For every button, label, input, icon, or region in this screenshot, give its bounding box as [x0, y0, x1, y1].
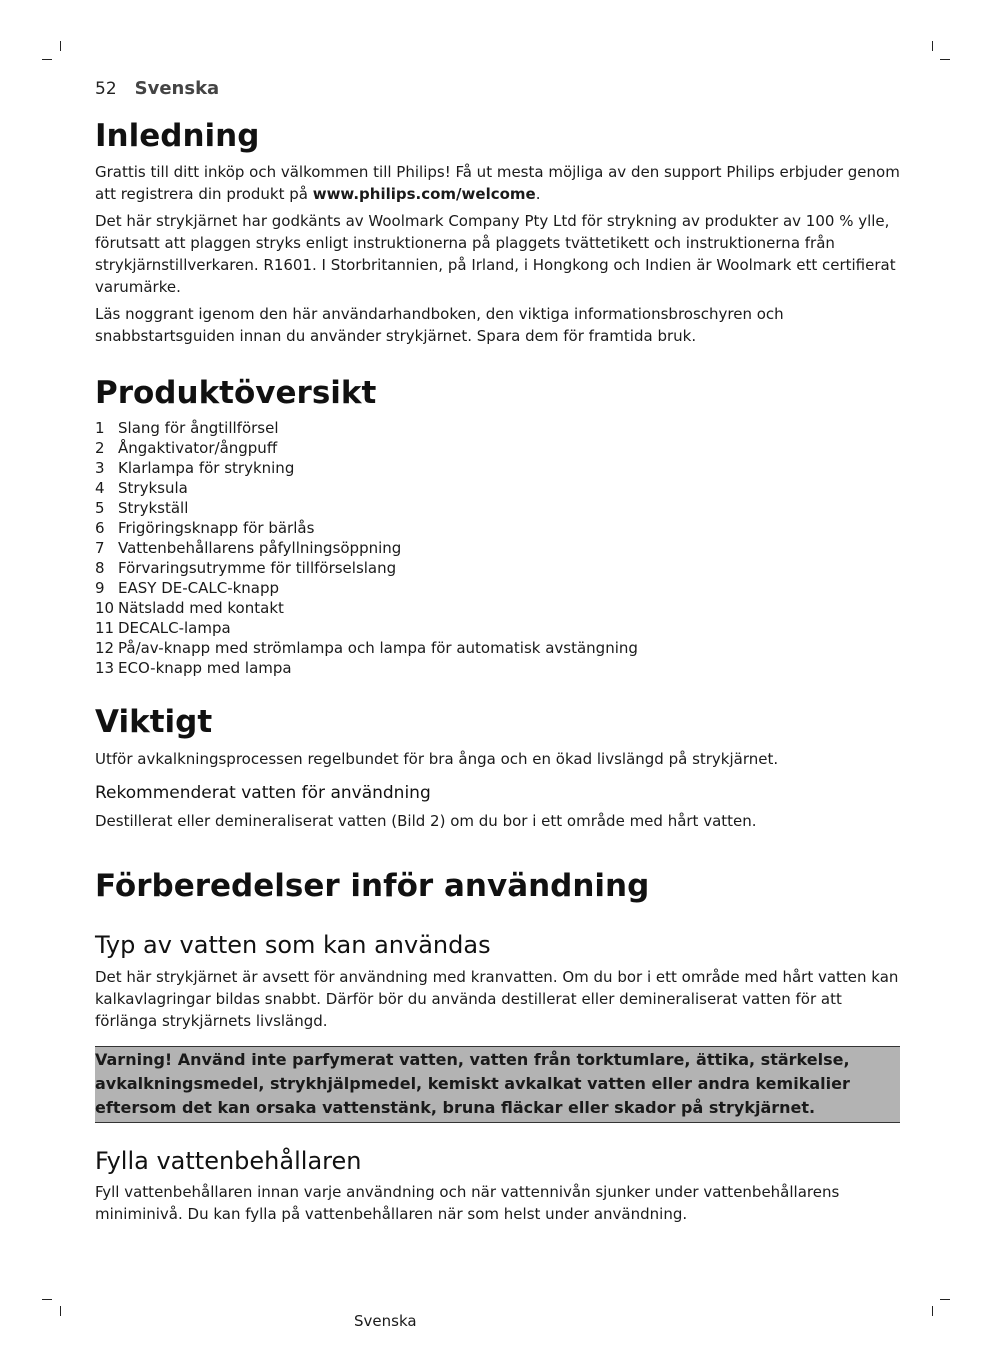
- list-item: [95, 538, 900, 558]
- important-title: Viktigt: [95, 704, 213, 741]
- parts-list: [95, 418, 900, 678]
- water-type-heading: Typ av vatten som kan användas: [95, 930, 491, 959]
- crop-mark-bottom-right-v: [932, 1306, 933, 1316]
- section-important: [95, 704, 900, 831]
- list-item: [95, 478, 900, 498]
- welcome-link[interactable]: www.philips.com/welcome: [312, 185, 536, 204]
- header-language: Svenska: [134, 78, 220, 99]
- crop-mark-top-right-v: [932, 41, 933, 51]
- page-content: [95, 118, 900, 1230]
- list-item-number: 10: [95, 599, 115, 618]
- list-item-label: Vattenbehållarens påfyllningsöppning: [118, 539, 402, 558]
- crop-mark-top-left-h: [42, 59, 52, 60]
- list-item-label: Frigöringsknapp för bärlås: [118, 519, 315, 538]
- list-item-number: 1: [95, 419, 105, 438]
- crop-mark-bottom-left-h: [42, 1299, 52, 1300]
- intro-title: Inledning: [95, 118, 260, 154]
- list-item: [95, 578, 900, 598]
- intro-paragraph-1: [95, 161, 900, 205]
- list-item-label: ECO-knapp med lampa: [118, 659, 292, 678]
- list-item-number: 11: [95, 619, 115, 638]
- section-preparation: [95, 868, 900, 1226]
- crop-mark-top-right-h: [940, 59, 950, 60]
- list-item: [95, 618, 900, 638]
- important-paragraph: Utför avkalkningsprocessen regelbundet för bra ånga och en ökad livslängd på strykjärnet.: [95, 749, 779, 768]
- section-intro: [95, 118, 900, 347]
- list-item: [95, 558, 900, 578]
- list-item-label: Stryksula: [118, 479, 188, 498]
- intro-paragraph-3: Läs noggrant igenom den här användarhandboken, den viktiga informationsbroschyren och snabbstartsguiden innan du använder strykjärnet. Spara dem för framtida bruk.: [95, 305, 784, 346]
- list-item-number: 8: [95, 559, 105, 578]
- list-item: [95, 438, 900, 458]
- intro-paragraph-2: Det här strykjärnet har godkänts av Woolmark Company Pty Ltd för strykning av produkter av 100 % ylle, förutsatt att plaggen stryks enligt instruktionerna på plaggets tvättetikett och instruktionerna från strykjärnstillverkaren. R1601. I Storbritannien, på Irland, i Hongkong och Indien är Woolmark ett certifierat varumärke.: [95, 212, 896, 297]
- list-item-label: DECALC-lampa: [118, 619, 231, 638]
- fill-tank-paragraph: Fyll vattenbehållaren innan varje användning och när vattennivån sjunker under vattenbehållarens miniminivå. Du kan fylla på vattenbehållaren när som helst under användning.: [95, 1183, 840, 1224]
- list-item-label: Strykställ: [118, 499, 189, 518]
- list-item-number: 3: [95, 459, 105, 478]
- list-item-number: 9: [95, 579, 105, 598]
- list-item-label: På/av-knapp med strömlampa och lampa för automatisk avstängning: [118, 639, 638, 658]
- list-item-number: 12: [95, 639, 115, 658]
- crop-mark-top-left-v: [60, 41, 61, 51]
- list-item-number: 2: [95, 439, 105, 458]
- recommended-water-heading: Rekommenderat vatten för användning: [95, 782, 431, 803]
- intro-paragraph-1-end: .: [535, 185, 541, 204]
- list-item-label: Slang för ångtillförsel: [118, 419, 279, 438]
- page-header: [95, 78, 219, 99]
- list-item: [95, 458, 900, 478]
- section-overview: [95, 375, 900, 678]
- list-item-number: 4: [95, 479, 105, 498]
- list-item: [95, 518, 900, 538]
- water-type-paragraph: Det här strykjärnet är avsett för användning med kranvatten. Om du bor i ett område med hårt vatten kan kalkavlagringar bildas snabbt. Därför bör du använda destillerat eller demineraliserat vatten för att förlänga strykjärnets livslängd.: [95, 967, 899, 1030]
- crop-mark-bottom-left-v: [60, 1306, 61, 1316]
- intro-paragraph-1-text: Grattis till ditt inköp och välkommen till Philips! Få ut mesta möjliga av den support Philips erbjuder genom att registrera din produkt på: [95, 163, 900, 204]
- list-item: [95, 598, 900, 618]
- footer-language: Svenska: [354, 1312, 417, 1330]
- list-item-label: Nätsladd med kontakt: [118, 599, 284, 618]
- list-item: [95, 498, 900, 518]
- list-item-label: EASY DE-CALC-knapp: [118, 579, 280, 598]
- list-item-number: 6: [95, 519, 105, 538]
- page-number: 52: [95, 79, 117, 99]
- crop-mark-bottom-right-h: [940, 1299, 950, 1300]
- fill-tank-heading: Fylla vattenbehållaren: [95, 1146, 362, 1175]
- preparation-title: Förberedelser inför användning: [95, 867, 650, 904]
- list-item: [95, 638, 900, 658]
- list-item-number: 13: [95, 659, 115, 678]
- list-item-number: 7: [95, 539, 105, 558]
- list-item-label: Klarlampa för strykning: [118, 459, 295, 478]
- list-item: [95, 418, 900, 438]
- list-item-label: Ångaktivator/ångpuff: [118, 439, 278, 458]
- warning-box: Varning! Använd inte parfymerat vatten, vatten från torktumlare, ättika, stärkelse, avkalkningsmedel, strykhjälpmedel, kemiskt avkalkat vatten eller andra kemikalier eftersom det kan orsaka vattenstänk, bruna fläckar eller skador på strykjärnet.: [95, 1046, 900, 1123]
- list-item: [95, 658, 900, 678]
- recommended-water-paragraph: Destillerat eller demineraliserat vatten (Bild 2) om du bor i ett område med hårt vatten.: [95, 811, 757, 830]
- list-item-label: Förvaringsutrymme för tillförselslang: [118, 559, 397, 578]
- overview-title: Produktöversikt: [95, 375, 377, 412]
- list-item-number: 5: [95, 499, 105, 518]
